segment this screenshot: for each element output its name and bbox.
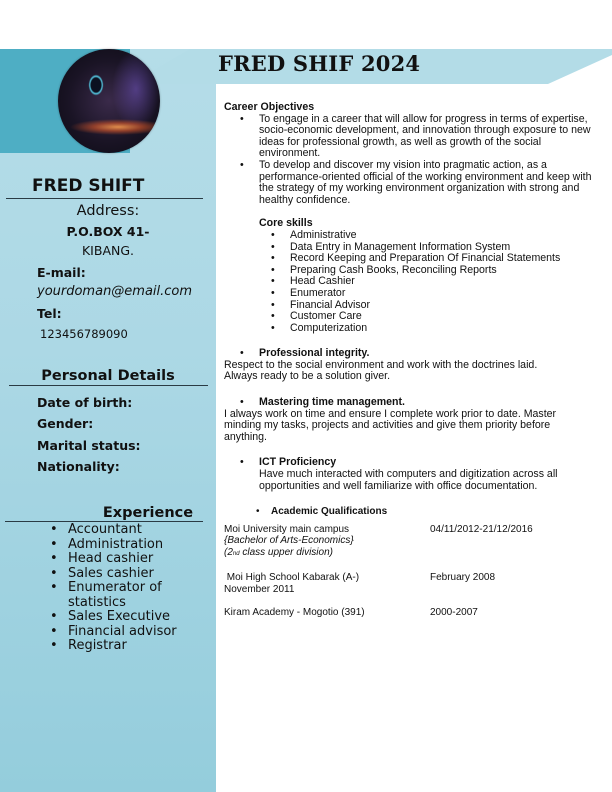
institution: Kiram Academy - Mogotio (391) xyxy=(224,607,365,619)
experience-item: • Financial advisor xyxy=(50,625,200,640)
experience-item: • Administration xyxy=(50,538,200,553)
main-content xyxy=(224,102,604,619)
experience-heading: Experience xyxy=(102,505,194,521)
experience-item: • Accountant xyxy=(50,523,200,538)
date: 04/11/2012-21/12/2016 xyxy=(430,523,533,535)
tel-value: 123456789090 xyxy=(40,327,128,341)
date: February 2008 xyxy=(430,572,496,584)
institution: Moi University main campus xyxy=(224,523,350,535)
institution-extra: November 2011 xyxy=(224,583,295,595)
skill-item: • Record Keeping and Preparation Of Financial Statements xyxy=(224,253,604,265)
academic-row xyxy=(224,607,604,619)
tel-label: Tel: xyxy=(37,306,62,321)
skill-item: • Data Entry in Management Information System xyxy=(224,242,604,254)
marital-status-label: Marital status: xyxy=(37,438,141,453)
class-ordinal: nd xyxy=(232,550,240,557)
divider xyxy=(6,198,203,199)
time-management-heading: • Mastering time management. xyxy=(224,397,604,409)
academic-qualifications-heading: • Academic Qualifications xyxy=(224,506,604,518)
academic-row xyxy=(224,524,604,561)
personal-details-heading: Personal Details xyxy=(41,368,175,384)
address-line-1: P.O.BOX 41- xyxy=(66,224,150,239)
core-skills-list xyxy=(224,230,604,334)
institution: Moi High School Kabarak (A-) xyxy=(224,572,360,584)
skill-item: • Head Cashier xyxy=(224,276,604,288)
address-label: Address: xyxy=(76,203,140,219)
ict-proficiency-text: Have much interacted with computers and digitization across all opportunities and well familiarize with office documentation. xyxy=(259,468,558,492)
class-prefix: (2 xyxy=(224,546,233,558)
address-line-2: KIBANG. xyxy=(81,243,135,258)
gender-label: Gender: xyxy=(37,416,94,431)
experience-item: • Enumerator of statistics xyxy=(50,581,200,610)
ict-proficiency-heading: • ICT Proficiency xyxy=(224,457,604,469)
sidebar-background xyxy=(0,49,216,792)
experience-item: • Head cashier xyxy=(50,552,200,567)
career-objectives-heading: Career Objectives xyxy=(224,101,315,113)
skill-item: • Preparing Cash Books, Reconciling Reports xyxy=(224,265,604,277)
divider xyxy=(9,385,208,386)
email-label: E-mail: xyxy=(37,265,86,280)
experience-item: • Sales cashier xyxy=(50,567,200,582)
core-skills-heading: Core skills xyxy=(259,217,313,230)
page-title: FRED SHIF 2024 xyxy=(218,51,421,76)
professional-integrity-text: Respect to the social environment and work with the doctrines laid. Always ready to be a solution giver. xyxy=(224,358,538,383)
nationality-label: Nationality: xyxy=(37,459,120,474)
skill-item: • Financial Advisor xyxy=(224,300,604,312)
class-suffix: class upper division) xyxy=(239,546,333,558)
skill-item: • Enumerator xyxy=(224,288,604,300)
time-management-text: I always work on time and ensure I complete work prior to date. Master minding my tasks, projects and activities and give them priority before anything. xyxy=(224,407,557,443)
skill-item: • Administrative xyxy=(224,230,604,242)
professional-integrity-heading: • Professional integrity. xyxy=(224,348,604,360)
sidebar-name: FRED SHIFT xyxy=(32,176,145,196)
objective-item: • To develop and discover my vision into pragmatic action, as a performance-oriented official of the working environment and keep with the strategy of my working environment organization with strong and healthy confidence. xyxy=(224,160,604,206)
skill-item: • Computerization xyxy=(224,323,604,335)
profile-photo xyxy=(58,49,160,153)
career-objectives-list xyxy=(224,114,604,207)
experience-list xyxy=(50,523,200,654)
objective-item: • To engage in a career that will allow for progress in terms of expertise, socio-economic development, and innovation through exposure to new ideas for professional growth, as well as growth of the social environment. xyxy=(224,114,604,160)
skill-item: • Customer Care xyxy=(224,311,604,323)
academic-row xyxy=(224,572,604,595)
degree-class xyxy=(224,547,430,561)
date: 2000-2007 xyxy=(430,607,478,619)
experience-item: • Registrar xyxy=(50,639,200,654)
email-value[interactable]: yourdoman@email.com xyxy=(37,284,193,299)
experience-item: • Sales Executive xyxy=(50,610,200,625)
degree: {Bachelor of Arts-Economics} xyxy=(224,535,354,547)
dob-label: Date of birth: xyxy=(37,395,133,410)
